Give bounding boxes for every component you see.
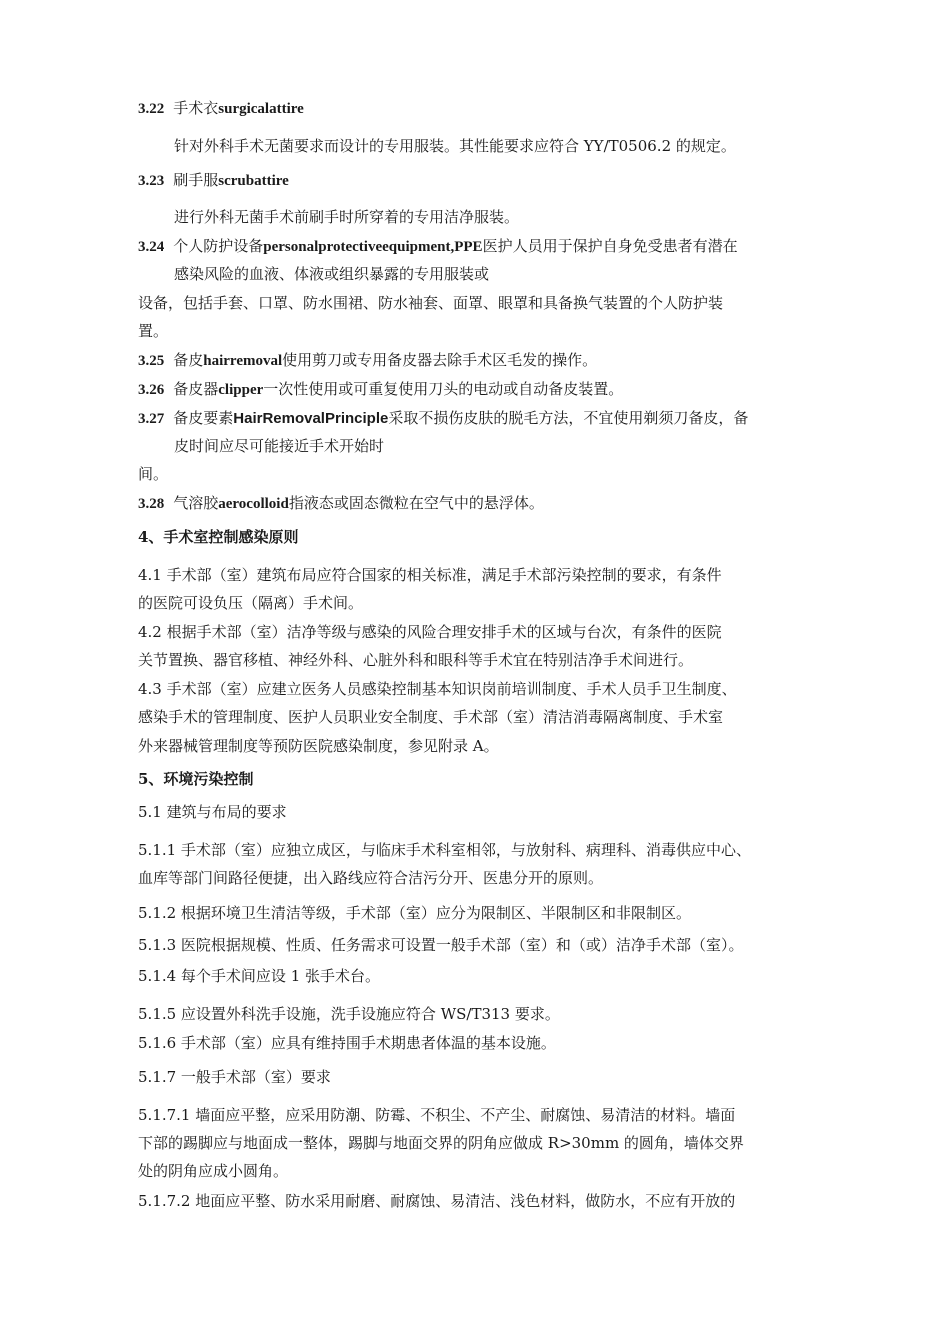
definition-3-27-title [138,407,748,430]
paragraph-4-3-line3: 外来器械管理制度等预防医院感染制度，参见附录 A。 [138,737,499,755]
subsection-5-1: 5.1 建筑与布局的要求 [138,803,287,821]
paragraph-4-2-line1: 4.2 根据手术部（室）洁净等级与感染的风险合理安排手术的区域与台次，有条件的医院 [138,623,722,641]
definition-3-22-title [138,97,304,120]
paragraph-5-1-7-1-line3: 处的阴角应成小圆角。 [138,1162,289,1180]
definition-number: 3.24 [138,239,165,255]
term-english: surgicalattire [218,101,304,117]
term-english: clipper [218,382,264,398]
term-chinese: 备皮 [173,351,204,369]
definition-3-24-text-line2: 感染风险的血液、体液或组织暴露的专用服装或 [174,265,490,283]
term-english: HairRemovalPrinciple [233,410,389,427]
paragraph-5-1-7-2-line1: 5.1.7.2 地面应平整、防水采用耐磨、耐腐蚀、易清洁、浅色材料，做防水，不应有开放的 [138,1192,736,1210]
paragraph-5-1-1-line2: 血库等部门间路径便捷，出入路线应符合洁污分开、医患分开的原则。 [138,869,604,887]
definition-text: 使用剪刀或专用备皮器去除手术区毛发的操作。 [282,351,598,369]
paragraph-5-1-7: 5.1.7 一般手术部（室）要求 [138,1068,331,1086]
paragraph-5-1-2: 5.1.2 根据环境卫生清洁等级，手术部（室）应分为限制区、半限制区和非限制区。 [138,904,691,922]
definition-number: 3.23 [138,173,165,189]
definition-3-23-text: 进行外科无菌手术前刷手时所穿着的专用洁净服装。 [174,208,520,226]
definition-text: 一次性使用或可重复使用刀头的电动或自动备皮装置。 [263,380,624,398]
definition-3-24-title [138,235,738,258]
paragraph-5-1-5: 5.1.5 应设置外科洗手设施，洗手设施应符合 WS/T313 要求。 [138,1005,560,1023]
definition-3-26 [138,378,623,401]
definition-text: 指液态或固态微粒在空气中的悬浮体。 [288,494,544,512]
term-english: scrubattire [218,173,289,189]
paragraph-5-1-3: 5.1.3 医院根据规模、性质、任务需求可设置一般手术部（室）和（或）洁净手术部（室）。 [138,936,744,954]
definition-text: 采取不损伤皮肤的脱毛方法，不宜使用剃须刀备皮，备 [388,409,749,427]
paragraph-5-1-1-line1: 5.1.1 手术部（室）应独立成区，与临床手术科室相邻，与放射科、病理科、消毒供应中心、 [138,841,751,859]
term-chinese: 个人防护设备 [173,237,264,255]
definition-3-24-text-line4: 置。 [138,322,169,340]
definition-3-27-text-line3: 间。 [138,465,169,483]
paragraph-4-1-line2: 的医院可设负压（隔离）手术间。 [138,594,364,612]
term-chinese: 手术衣 [173,99,219,117]
definition-3-23-title [138,169,289,192]
term-english: aerocolloid [218,496,289,512]
paragraph-4-3-line2: 感染手术的管理制度、医护人员职业安全制度、手术部（室）清洁消毒隔离制度、手术室 [138,708,724,726]
section-5-heading: 5、环境污染控制 [138,770,254,788]
definition-3-27-text-line2: 皮时间应尽可能接近手术开始时 [174,437,385,455]
paragraph-5-1-6: 5.1.6 手术部（室）应具有维持围手术期患者体温的基本设施。 [138,1034,556,1052]
term-chinese: 刷手服 [173,171,219,189]
term-english: personalprotectiveequipment,PPE [263,239,483,255]
paragraph-4-2-line2: 关节置换、器官移植、神经外科、心脏外科和眼科等手术宜在特别洁净手术间进行。 [138,651,694,669]
definition-number: 3.22 [138,101,165,117]
definition-number: 3.26 [138,382,165,398]
term-chinese: 气溶胶 [173,494,219,512]
section-4-heading: 4、手术室控制感染原则 [138,528,299,546]
term-chinese: 备皮器 [173,380,219,398]
definition-3-25 [138,349,597,372]
paragraph-5-1-7-1-line1: 5.1.7.1 墙面应平整，应采用防潮、防霉、不积尘、不产尘、耐腐蚀、易清洁的材料。墙面 [138,1106,736,1124]
paragraph-4-3-line1: 4.3 手术部（室）应建立医务人员感染控制基本知识岗前培训制度、手术人员手卫生制度、 [138,680,737,698]
definition-number: 3.25 [138,353,165,369]
definition-number: 3.27 [138,411,165,427]
term-english: hairremoval [203,353,283,369]
term-chinese: 备皮要素 [173,409,234,427]
definition-3-22-text: 针对外科手术无菌要求而设计的专用服装。其性能要求应符合 YY/T0506.2 的规定。 [174,137,736,155]
paragraph-5-1-7-1-line2: 下部的踢脚应与地面成一整体，踢脚与地面交界的阴角应做成 R>30mm 的圆角，墙体交界 [138,1134,744,1152]
definition-number: 3.28 [138,496,165,512]
paragraph-4-1-line1: 4.1 手术部（室）建筑布局应符合国家的相关标准，满足手术部污染控制的要求，有条件 [138,566,722,584]
definition-3-24-text-line3: 设备，包括手套、口罩、防水围裙、防水袖套、面罩、眼罩和具备换气装置的个人防护装 [138,294,724,312]
paragraph-5-1-4: 5.1.4 每个手术间应设 1 张手术台。 [138,967,381,985]
definition-3-28 [138,492,544,515]
definition-text: 医护人员用于保护自身免受患者有潜在 [482,237,738,255]
